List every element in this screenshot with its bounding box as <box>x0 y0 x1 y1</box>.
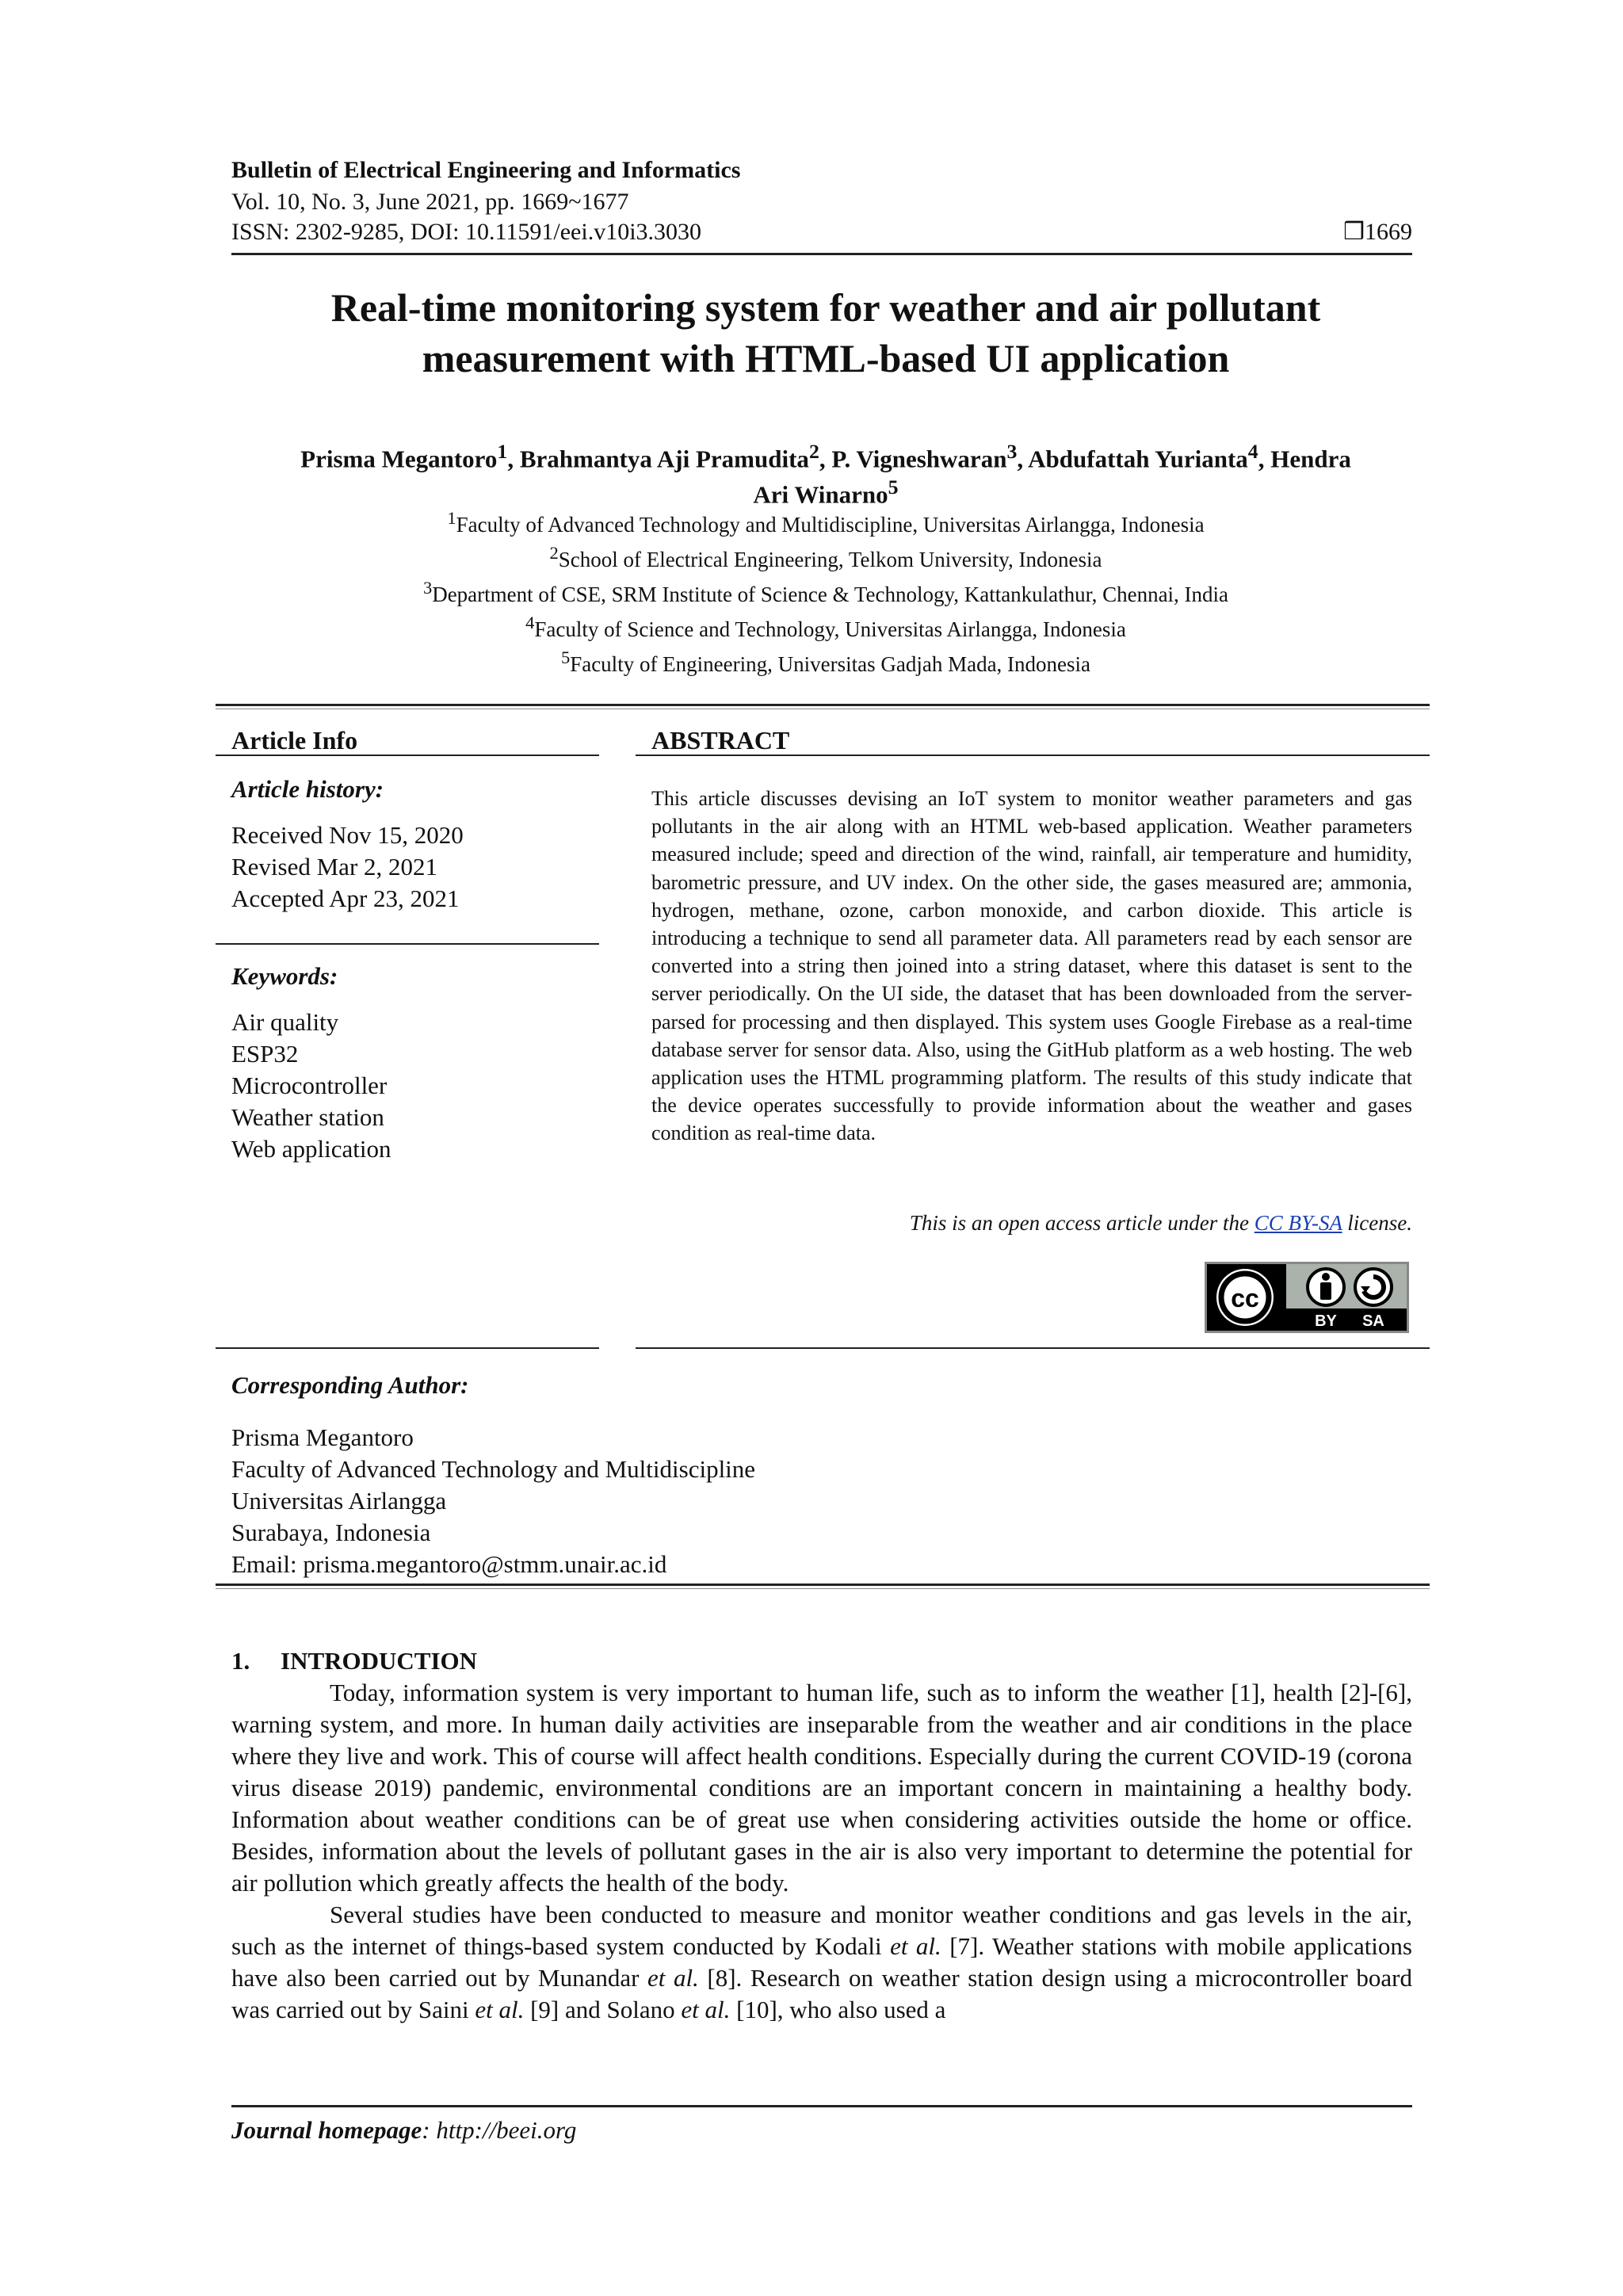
badge-sa: SA <box>1362 1312 1384 1330</box>
corr-faculty: Faculty of Advanced Technology and Multidiscipline <box>231 1455 756 1483</box>
keywords-rule <box>216 943 599 945</box>
article-history-heading: Article history: <box>231 775 384 803</box>
intro-paragraph-2: Several studies have been conducted to measure and monitor weather conditions and gas levels in the air, such as the internet of things-based system conducted by Kodali et al. [7]. Weather stations with mobile applications have also been carried out by Munandar et al. [8]. Research on weather station design using a microcontroller board was carried out by Saini et al. [9] and Solano et al. [10], who also used a <box>231 1901 1412 2023</box>
info-top-rule <box>216 704 1430 706</box>
affiliations <box>231 504 1420 678</box>
article-dates <box>231 819 464 915</box>
homepage-url[interactable]: : http://beei.org <box>422 2116 577 2144</box>
revised-date: Revised Mar 2, 2021 <box>231 853 438 881</box>
keyword: Air quality <box>231 1008 339 1036</box>
corresponding-author-details <box>231 1422 755 1580</box>
info-bottom-rule <box>216 1584 1430 1586</box>
footer-rule <box>231 2105 1412 2107</box>
keyword: Microcontroller <box>231 1072 388 1099</box>
volume-info: Vol. 10, No. 3, June 2021, pp. 1669~1677 <box>231 189 629 215</box>
license-note: This is an open access article under the CC BY-SA license. <box>909 1211 1412 1235</box>
journal-homepage: Journal homepage: http://beei.org <box>231 2116 577 2144</box>
cc-logo-icon <box>1207 1264 1407 1331</box>
keyword: Web application <box>231 1135 391 1163</box>
intro-paragraph-1: Today, information system is very important to human life, such as to inform the weather [1], health [2]-[6], warning system, and more. In human daily activities are inseparable from the weather and air conditions in the place where they live and work. This of course will affect health conditions. Especially during the current COVID-19 (corona virus disease 2019) pandemic, environmental conditions are an important concern in maintaining a healthy body. Information about weather conditions can be of great use when considering activities outside the home or office. Besides, information about the levels of pollutant gases in the air is also very important to determine the potential for air pollution which greatly affects the health of the body. <box>231 1679 1412 1897</box>
affiliation: $^3$Department of CSE, SRM Institute of Science & Technology, Kattankulathur, Chennai, India <box>422 578 1229 606</box>
svg-text:cc: cc <box>1231 1284 1259 1312</box>
abstract-text: This article discusses devising an IoT system to monitor weather parameters and gas pollutants in the air along with an HTML web-based application. Weather parameters measured include; speed and direction of the wind, rainfall, air temperature and humidity, barometric pressure, and UV index. On the other side, the gases measured are; ammonia, hydrogen, methane, ozone, carbon monoxide, and carbon dioxide. This article is introducing a technique to send all parameter data. All parameters read by each sensor are converted into a string then joined into a string dataset, where this dataset is sent to the server periodically. On the UI side, the dataset that has been downloaded from the server-parsed for processing and then displayed. This system uses Google Firebase as a real-time database server for sensor data. Also, using the GitHub platform as a web hosting. The web application uses the HTML programming platform. The results of this study indicate that the device operates successfully to provide information about the weather and gases condition as real-time data. <box>651 787 1412 1145</box>
abstract-rule <box>636 755 1430 756</box>
corr-city: Surabaya, Indonesia <box>231 1519 431 1546</box>
info-bottom-rule-thin <box>216 1588 1430 1589</box>
left-bottom-rule <box>216 1347 599 1349</box>
affiliation: $^4$Faculty of Science and Technology, Universitas Airlangga, Indonesia <box>525 613 1126 641</box>
header-rule <box>231 253 1412 255</box>
accepted-date: Accepted Apr 23, 2021 <box>231 884 460 912</box>
right-bottom-rule <box>636 1347 1430 1349</box>
received-date: Received Nov 15, 2020 <box>231 821 464 849</box>
article-info-heading: Article Info <box>231 726 358 755</box>
keywords-list <box>231 1007 391 1165</box>
badge-by: BY <box>1315 1312 1337 1330</box>
journal-name: Bulletin of Electrical Engineering and Informatics <box>231 157 741 183</box>
issn-doi: ISSN: 2302-9285, DOI: 10.11591/eei.v10i3.3030 <box>231 219 702 245</box>
introduction-heading: 1. INTRODUCTION <box>231 1647 478 1675</box>
corr-email: Email: prisma.megantoro@stmm.unair.ac.id <box>231 1550 667 1578</box>
keyword: ESP32 <box>231 1040 299 1068</box>
keywords-heading: Keywords: <box>231 962 338 990</box>
introduction-section <box>231 1645 1412 2026</box>
paper-title: Real-time monitoring system for weather and air pollutant measurement with HTML-based UI application <box>330 285 1321 380</box>
cc-by-sa-link[interactable]: CC BY-SA <box>1254 1211 1342 1235</box>
cc-by-sa-badge <box>1205 1262 1409 1333</box>
author-list: Prisma Megantoro$^1$, Brahmantya Aji Pramudita$^2$, P. Vigneshwaran$^3$, Abdufattah Yurianta$^4$, Hendra Ari Winarno$^5$ <box>300 440 1351 509</box>
corr-name: Prisma Megantoro <box>231 1423 414 1451</box>
corr-university: Universitas Airlangga <box>231 1487 447 1515</box>
corresponding-author-heading: Corresponding Author: <box>231 1371 469 1399</box>
article-info-rule <box>216 755 599 756</box>
abstract-heading: ABSTRACT <box>651 726 790 755</box>
affiliation: $^2$School of Electrical Engineering, Telkom University, Indonesia <box>549 543 1102 571</box>
keyword: Weather station <box>231 1103 384 1131</box>
affiliation: $^1$Faculty of Advanced Technology and Multidiscipline, Universitas Airlangga, Indonesia <box>447 508 1205 537</box>
affiliation: $^5$Faculty of Engineering, Universitas Gadjah Mada, Indonesia <box>560 648 1091 676</box>
page-number: ❒1669 <box>1343 219 1412 245</box>
